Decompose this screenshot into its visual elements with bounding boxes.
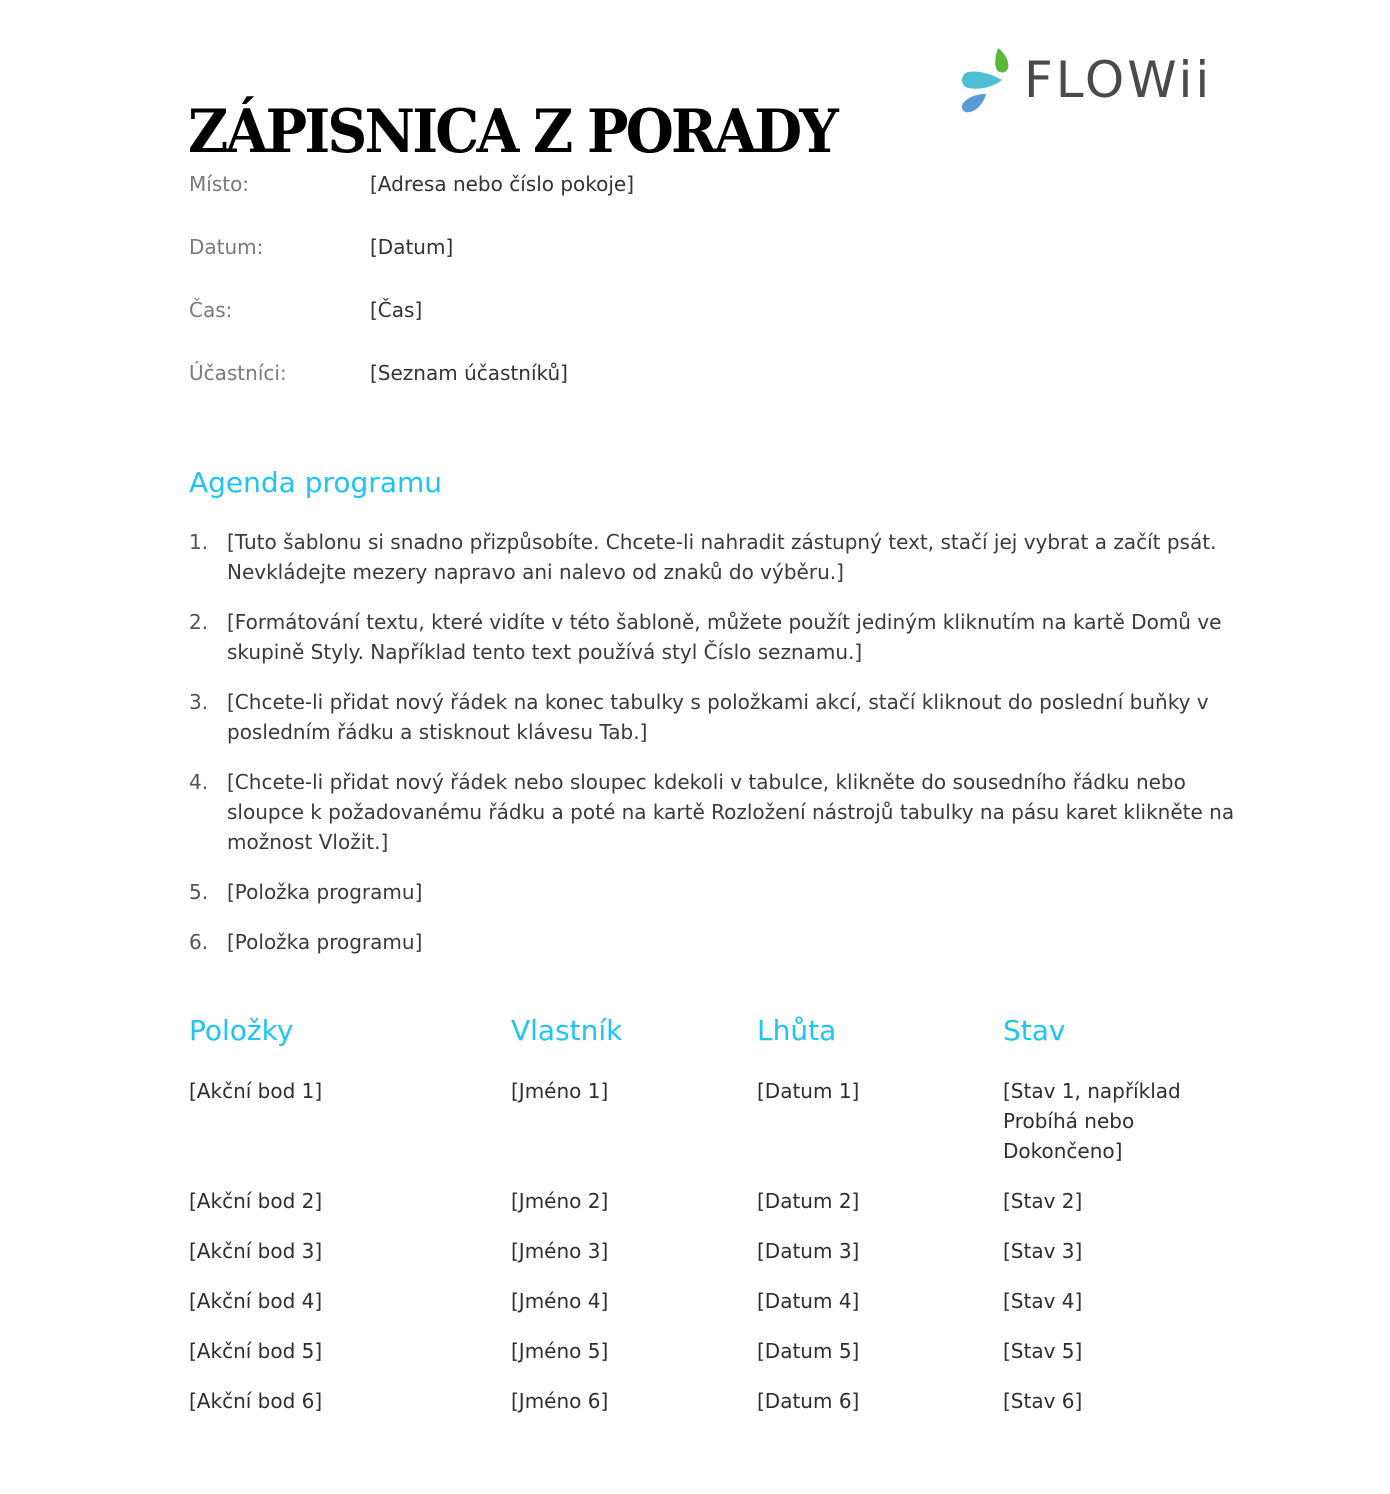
table-row	[189, 1076, 1249, 1166]
table-row	[189, 1286, 1249, 1316]
cell-status[interactable]: [Stav 2]	[1003, 1189, 1083, 1213]
cell-deadline[interactable]: [Datum 5]	[757, 1339, 860, 1363]
meta-label: Místo:	[189, 172, 250, 196]
item-number: 4.	[189, 770, 209, 794]
cell-status[interactable]: [Stav 3]	[1003, 1239, 1083, 1263]
cell-item[interactable]: [Akční bod 4]	[189, 1289, 323, 1313]
logo-text: FLOWii	[1024, 51, 1213, 109]
meta-label: Datum:	[189, 235, 264, 259]
cell-status[interactable]: [Stav 5]	[1003, 1339, 1083, 1363]
meta-value[interactable]: [Datum]	[370, 235, 454, 259]
item-number: 6.	[189, 930, 209, 954]
agenda-item[interactable]	[189, 927, 1259, 957]
meta-value[interactable]: [Čas]	[370, 298, 423, 322]
table-header	[189, 1014, 1249, 1076]
agenda-item[interactable]	[189, 687, 1259, 747]
cell-status[interactable]: [Stav 6]	[1003, 1389, 1083, 1413]
cell-deadline[interactable]: [Datum 6]	[757, 1389, 860, 1413]
meta-value[interactable]: [Adresa nebo číslo pokoje]	[370, 172, 635, 196]
meta-row-date	[189, 235, 634, 298]
item-text: [Položka programu]	[227, 930, 423, 954]
item-text: [Tuto šablonu si snadno přizpůsobíte. Chcete-li nahradit zástupný text, stačí jej vybrat a začít psát. Nevkládejte mezery napravo ani nalevo od znaků do výběru.]	[227, 530, 1217, 584]
cell-deadline[interactable]: [Datum 2]	[757, 1189, 860, 1213]
meta-value[interactable]: [Seznam účastníků]	[370, 361, 568, 385]
cell-item[interactable]: [Akční bod 3]	[189, 1239, 323, 1263]
agenda-item[interactable]	[189, 527, 1259, 587]
cell-owner[interactable]: [Jméno 5]	[511, 1339, 609, 1363]
cell-item[interactable]: [Akční bod 5]	[189, 1339, 323, 1363]
meta-row-attendees	[189, 361, 634, 424]
cell-item[interactable]: [Akční bod 2]	[189, 1189, 323, 1213]
cell-owner[interactable]: [Jméno 1]	[511, 1079, 609, 1103]
document-title: ZÁPISNICA Z PORADY	[188, 97, 836, 168]
meta-row-time	[189, 298, 634, 361]
agenda-item[interactable]	[189, 767, 1259, 857]
header-deadline: Lhůta	[757, 1014, 837, 1047]
meta-label: Čas:	[189, 298, 233, 322]
flowii-logo	[958, 44, 1212, 116]
meeting-details	[189, 172, 634, 424]
meta-row-location	[189, 172, 634, 235]
header-owner: Vlastník	[511, 1014, 623, 1047]
cell-status[interactable]: [Stav 4]	[1003, 1289, 1083, 1313]
cell-item[interactable]: [Akční bod 6]	[189, 1389, 323, 1413]
agenda-item[interactable]	[189, 877, 1259, 907]
cell-status[interactable]: [Stav 1, například Probíhá nebo Dokončeno]	[1003, 1079, 1181, 1163]
cell-owner[interactable]: [Jméno 4]	[511, 1289, 609, 1313]
item-text: [Chcete-li přidat nový řádek na konec tabulky s položkami akcí, stačí kliknout do poslední buňky v posledním řádku a stisknout klávesu Tab.]	[227, 690, 1209, 744]
cell-owner[interactable]: [Jméno 6]	[511, 1389, 609, 1413]
agenda-list	[189, 527, 1259, 977]
droplets-logo-icon	[958, 44, 1014, 116]
item-number: 5.	[189, 880, 209, 904]
item-number: 1.	[189, 530, 209, 554]
cell-deadline[interactable]: [Datum 3]	[757, 1239, 860, 1263]
item-number: 3.	[189, 690, 209, 714]
table-row	[189, 1336, 1249, 1366]
table-row	[189, 1236, 1249, 1266]
header-status: Stav	[1003, 1014, 1066, 1047]
item-number: 2.	[189, 610, 209, 634]
cell-owner[interactable]: [Jméno 2]	[511, 1189, 609, 1213]
header-items: Položky	[189, 1014, 294, 1047]
item-text: [Položka programu]	[227, 880, 423, 904]
cell-item[interactable]: [Akční bod 1]	[189, 1079, 323, 1103]
cell-owner[interactable]: [Jméno 3]	[511, 1239, 609, 1263]
item-text: [Chcete-li přidat nový řádek nebo sloupec kdekoli v tabulce, klikněte do sousedního řádku nebo sloupce k požadovanému řádku a poté na kartě Rozložení nástrojů tabulky na pásu karet klikněte na možnost Vložit.]	[227, 770, 1235, 854]
table-row	[189, 1186, 1249, 1216]
item-text: [Formátování textu, které vidíte v této šabloně, můžete použít jediným kliknutím na kartě Domů ve skupině Styly. Například tento text používá styl Číslo seznamu.]	[227, 610, 1222, 664]
cell-deadline[interactable]: [Datum 1]	[757, 1079, 860, 1103]
table-row	[189, 1386, 1249, 1416]
action-items-table	[189, 1014, 1249, 1436]
meta-label: Účastníci:	[189, 361, 287, 385]
cell-deadline[interactable]: [Datum 4]	[757, 1289, 860, 1313]
agenda-item[interactable]	[189, 607, 1259, 667]
agenda-heading: Agenda programu	[189, 466, 442, 499]
